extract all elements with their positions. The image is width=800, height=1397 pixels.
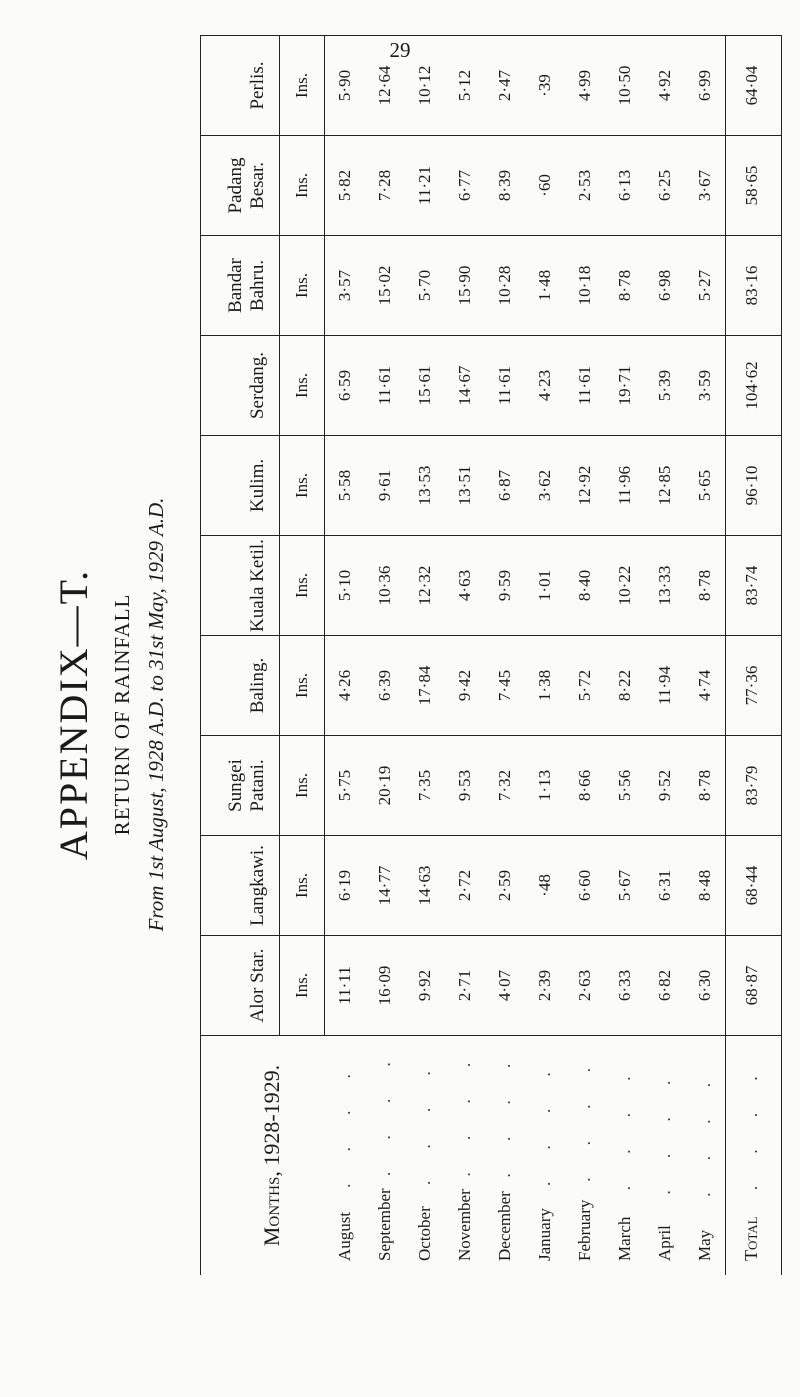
rainfall-value: 13·51 bbox=[455, 465, 474, 506]
rainfall-value: 12·32 bbox=[415, 565, 434, 606]
station-name: Sungei Patani. bbox=[225, 759, 268, 812]
rainfall-value: 5·65 bbox=[695, 469, 714, 502]
rainfall-value: 6·82 bbox=[655, 969, 674, 1002]
dot-leader: . . . . bbox=[455, 1048, 474, 1177]
month-name: March bbox=[615, 1216, 634, 1261]
rainfall-value: 9·61 bbox=[375, 469, 394, 502]
station-total: 104·62 bbox=[725, 336, 778, 435]
station-total: 77·36 bbox=[725, 636, 778, 735]
station-column bbox=[201, 235, 781, 335]
rainfall-value: 6·99 bbox=[695, 69, 714, 102]
rainfall-value: 15·90 bbox=[455, 265, 474, 306]
dot-leader: . . . . bbox=[495, 1049, 514, 1178]
rainfall-value: 12·64 bbox=[375, 65, 394, 106]
rainfall-value: 6·33 bbox=[615, 969, 634, 1002]
appendix-title: APPENDIX—T. bbox=[51, 568, 96, 861]
rainfall-value: ·48 bbox=[535, 874, 554, 897]
rainfall-value: 8·39 bbox=[495, 169, 514, 202]
rainfall-value: 6·31 bbox=[655, 869, 674, 902]
rainfall-value: 2·39 bbox=[535, 969, 554, 1002]
rainfall-value: 5·10 bbox=[335, 569, 354, 602]
rainfall-value: 10·22 bbox=[615, 565, 634, 606]
unit-label: Ins. bbox=[279, 736, 325, 835]
rainfall-value: 5·58 bbox=[335, 469, 354, 502]
rainfall-value: 17·84 bbox=[415, 665, 434, 706]
page-number: 29 bbox=[389, 38, 411, 62]
rainfall-value: 5·75 bbox=[335, 769, 354, 802]
rainfall-value: 11·11 bbox=[335, 966, 354, 1005]
rainfall-value: 10·36 bbox=[375, 565, 394, 606]
rainfall-value: 4·92 bbox=[655, 69, 674, 102]
rainfall-value: 4·07 bbox=[495, 969, 514, 1002]
rainfall-value: 6·13 bbox=[615, 169, 634, 202]
rainfall-value: 5·56 bbox=[615, 769, 634, 802]
rainfall-value: 10·50 bbox=[615, 65, 634, 106]
rainfall-value: 8·40 bbox=[575, 569, 594, 602]
station-name: Kulim. bbox=[247, 458, 268, 513]
month-row-label bbox=[685, 1036, 725, 1275]
station-total: 68·44 bbox=[725, 836, 778, 935]
station-name: Serdang. bbox=[247, 352, 268, 420]
rainfall-value: 11·61 bbox=[375, 365, 394, 406]
rainfall-value: 19·71 bbox=[615, 365, 634, 406]
rainfall-value: 5·70 bbox=[415, 269, 434, 302]
rainfall-value: 8·78 bbox=[615, 269, 634, 302]
station-name: Bandar Bahru. bbox=[225, 258, 268, 313]
dot-leader: . . . . bbox=[575, 1053, 594, 1182]
rainfall-value: 8·78 bbox=[695, 769, 714, 802]
month-row-label bbox=[405, 1036, 445, 1275]
station-total: 58·65 bbox=[725, 136, 778, 235]
station-name: Alor Star. bbox=[247, 948, 268, 1023]
month-name: November bbox=[455, 1189, 474, 1261]
rainfall-value: 5·67 bbox=[615, 869, 634, 902]
rainfall-value: 5·72 bbox=[575, 669, 594, 702]
rainfall-value: 11·61 bbox=[495, 365, 514, 406]
unit-label: Ins. bbox=[279, 136, 325, 235]
station-total: 83·74 bbox=[725, 536, 778, 635]
rainfall-value: 4·99 bbox=[575, 69, 594, 102]
rainfall-value: 8·66 bbox=[575, 769, 594, 802]
title-block bbox=[0, 122, 180, 1307]
rainfall-value: 2·59 bbox=[495, 869, 514, 902]
rainfall-value: 11·94 bbox=[655, 665, 674, 706]
unit-label: Ins. bbox=[279, 36, 325, 135]
months-header: Months, 1928-1929. bbox=[259, 1064, 284, 1247]
station-column bbox=[201, 435, 781, 535]
total-label: Total bbox=[741, 1216, 761, 1261]
rainfall-value: 12·92 bbox=[575, 465, 594, 506]
month-name: September bbox=[375, 1188, 394, 1261]
rainfall-value: 6·59 bbox=[335, 369, 354, 402]
rainfall-value: 14·77 bbox=[375, 865, 394, 906]
station-total: 96·10 bbox=[725, 436, 778, 535]
dot-leader: . . . . bbox=[695, 1069, 714, 1197]
rainfall-value: 11·61 bbox=[575, 365, 594, 406]
month-name: May bbox=[695, 1229, 714, 1261]
rainfall-value: 4·74 bbox=[695, 669, 714, 702]
station-name: Baling. bbox=[247, 657, 268, 714]
month-name: February bbox=[575, 1199, 594, 1261]
dot-leader: . . . . bbox=[335, 1060, 354, 1188]
rainfall-value: 6·19 bbox=[335, 869, 354, 902]
rainfall-value: 5·90 bbox=[335, 69, 354, 102]
rainfall-value: 9·92 bbox=[415, 969, 434, 1002]
rainfall-value: 16·09 bbox=[375, 965, 394, 1006]
dot-leader: . . . . bbox=[655, 1066, 674, 1195]
rainfall-value: 2·71 bbox=[455, 969, 474, 1002]
rainfall-value: 10·18 bbox=[575, 265, 594, 306]
station-total: 64·04 bbox=[725, 36, 778, 135]
rainfall-value: 7·45 bbox=[495, 669, 514, 702]
rainfall-value: 6·25 bbox=[655, 169, 674, 202]
rainfall-value: 11·21 bbox=[415, 165, 434, 206]
rainfall-value: 6·60 bbox=[575, 869, 594, 902]
rainfall-value: ·60 bbox=[535, 174, 554, 197]
station-name: Langkawi. bbox=[247, 845, 268, 926]
rainfall-value: 4·26 bbox=[335, 669, 354, 702]
dot-leader: . . . . bbox=[535, 1058, 554, 1186]
rainfall-value: 9·53 bbox=[455, 769, 474, 802]
rainfall-value: 12·85 bbox=[655, 465, 674, 506]
rainfall-value: 2·63 bbox=[575, 969, 594, 1002]
dot-leader: . . . . bbox=[375, 1048, 394, 1177]
total-row-label bbox=[725, 1036, 777, 1275]
rainfall-value: 8·22 bbox=[615, 669, 634, 702]
unit-label: Ins. bbox=[279, 536, 325, 635]
unit-label: Ins. bbox=[279, 936, 325, 1035]
month-row-label bbox=[605, 1036, 645, 1275]
rainfall-value: 1·13 bbox=[535, 769, 554, 802]
rainfall-value: 6·98 bbox=[655, 269, 674, 302]
rainfall-value: 6·87 bbox=[495, 469, 514, 502]
station-column bbox=[201, 335, 781, 435]
rainfall-value: 13·53 bbox=[415, 465, 434, 506]
month-name: January bbox=[535, 1208, 554, 1261]
month-name: August bbox=[335, 1211, 354, 1261]
station-column bbox=[201, 935, 781, 1035]
station-name: Kuala Ketil. bbox=[247, 539, 268, 632]
station-column bbox=[201, 35, 781, 135]
rainfall-value: 14·67 bbox=[455, 365, 474, 406]
month-name: December bbox=[495, 1191, 514, 1261]
month-name: October bbox=[415, 1206, 434, 1261]
month-row-label bbox=[525, 1036, 565, 1275]
rainfall-value: 1·01 bbox=[535, 569, 554, 602]
rainfall-value: 5·39 bbox=[655, 369, 674, 402]
rainfall-value: 9·42 bbox=[455, 669, 474, 702]
rainfall-value: 20·19 bbox=[375, 765, 394, 806]
station-column bbox=[201, 535, 781, 635]
rainfall-value: 3·59 bbox=[695, 369, 714, 402]
rainfall-value: 3·57 bbox=[335, 269, 354, 302]
station-name: Padang Besar. bbox=[225, 157, 268, 214]
unit-label: Ins. bbox=[279, 336, 325, 435]
month-row-label bbox=[365, 1036, 405, 1275]
return-title: RETURN OF RAINFALL bbox=[110, 593, 134, 836]
rainfall-value: 5·82 bbox=[335, 169, 354, 202]
rainfall-value: ·39 bbox=[535, 74, 554, 97]
rainfall-value: 4·23 bbox=[535, 369, 554, 402]
rainfall-table bbox=[200, 35, 782, 1275]
rainfall-value: 14·63 bbox=[415, 865, 434, 906]
rainfall-value: 2·53 bbox=[575, 169, 594, 202]
rainfall-value: 7·28 bbox=[375, 169, 394, 202]
station-column bbox=[201, 635, 781, 735]
month-row-label bbox=[485, 1036, 525, 1275]
unit-label: Ins. bbox=[279, 236, 325, 335]
station-name: Perlis. bbox=[247, 61, 268, 110]
rainfall-value: 1·38 bbox=[535, 669, 554, 702]
rainfall-value: 3·62 bbox=[535, 469, 554, 502]
station-total: 83·79 bbox=[725, 736, 778, 835]
rainfall-value: 9·52 bbox=[655, 769, 674, 802]
month-row-label bbox=[325, 1036, 365, 1275]
station-column bbox=[201, 735, 781, 835]
rainfall-value: 6·39 bbox=[375, 669, 394, 702]
station-column bbox=[201, 135, 781, 235]
rainfall-value: 15·02 bbox=[375, 265, 394, 306]
unit-label: Ins. bbox=[279, 436, 325, 535]
month-row-label bbox=[445, 1036, 485, 1275]
month-row-label bbox=[565, 1036, 605, 1275]
month-row-label bbox=[645, 1036, 685, 1275]
month-name: April bbox=[655, 1225, 674, 1261]
period-title: From 1st August, 1928 A.D. to 31st May, 1929 A.D. bbox=[144, 497, 168, 932]
rainfall-value: 10·28 bbox=[495, 265, 514, 306]
dot-leader: . . . . bbox=[741, 1062, 761, 1191]
rainfall-value: 3·67 bbox=[695, 169, 714, 202]
rainfall-value: 7·35 bbox=[415, 769, 434, 802]
station-column bbox=[201, 835, 781, 935]
station-total: 68·87 bbox=[725, 936, 778, 1035]
rainfall-value: 6·77 bbox=[455, 169, 474, 202]
rainfall-value: 11·96 bbox=[615, 465, 634, 506]
dot-leader: . . . . bbox=[615, 1062, 634, 1191]
rainfall-value: 8·48 bbox=[695, 869, 714, 902]
rainfall-value: 6·30 bbox=[695, 969, 714, 1002]
rainfall-value: 8·78 bbox=[695, 569, 714, 602]
rainfall-value: 4·63 bbox=[455, 569, 474, 602]
station-total: 83·16 bbox=[725, 236, 778, 335]
rainfall-value: 13·33 bbox=[655, 565, 674, 606]
unit-label: Ins. bbox=[279, 636, 325, 735]
unit-label: Ins. bbox=[279, 836, 325, 935]
rainfall-value: 15·61 bbox=[415, 365, 434, 406]
rainfall-value: 7·32 bbox=[495, 769, 514, 802]
months-column bbox=[201, 1035, 781, 1275]
rainfall-value: 5·12 bbox=[455, 69, 474, 102]
rainfall-value: 2·47 bbox=[495, 69, 514, 102]
rainfall-value: 9·59 bbox=[495, 569, 514, 602]
rainfall-value: 5·27 bbox=[695, 269, 714, 302]
dot-leader: . . . . bbox=[415, 1057, 434, 1185]
rainfall-value: 2·72 bbox=[455, 869, 474, 902]
rainfall-value: 1·48 bbox=[535, 269, 554, 302]
rainfall-value: 10·12 bbox=[415, 65, 434, 106]
